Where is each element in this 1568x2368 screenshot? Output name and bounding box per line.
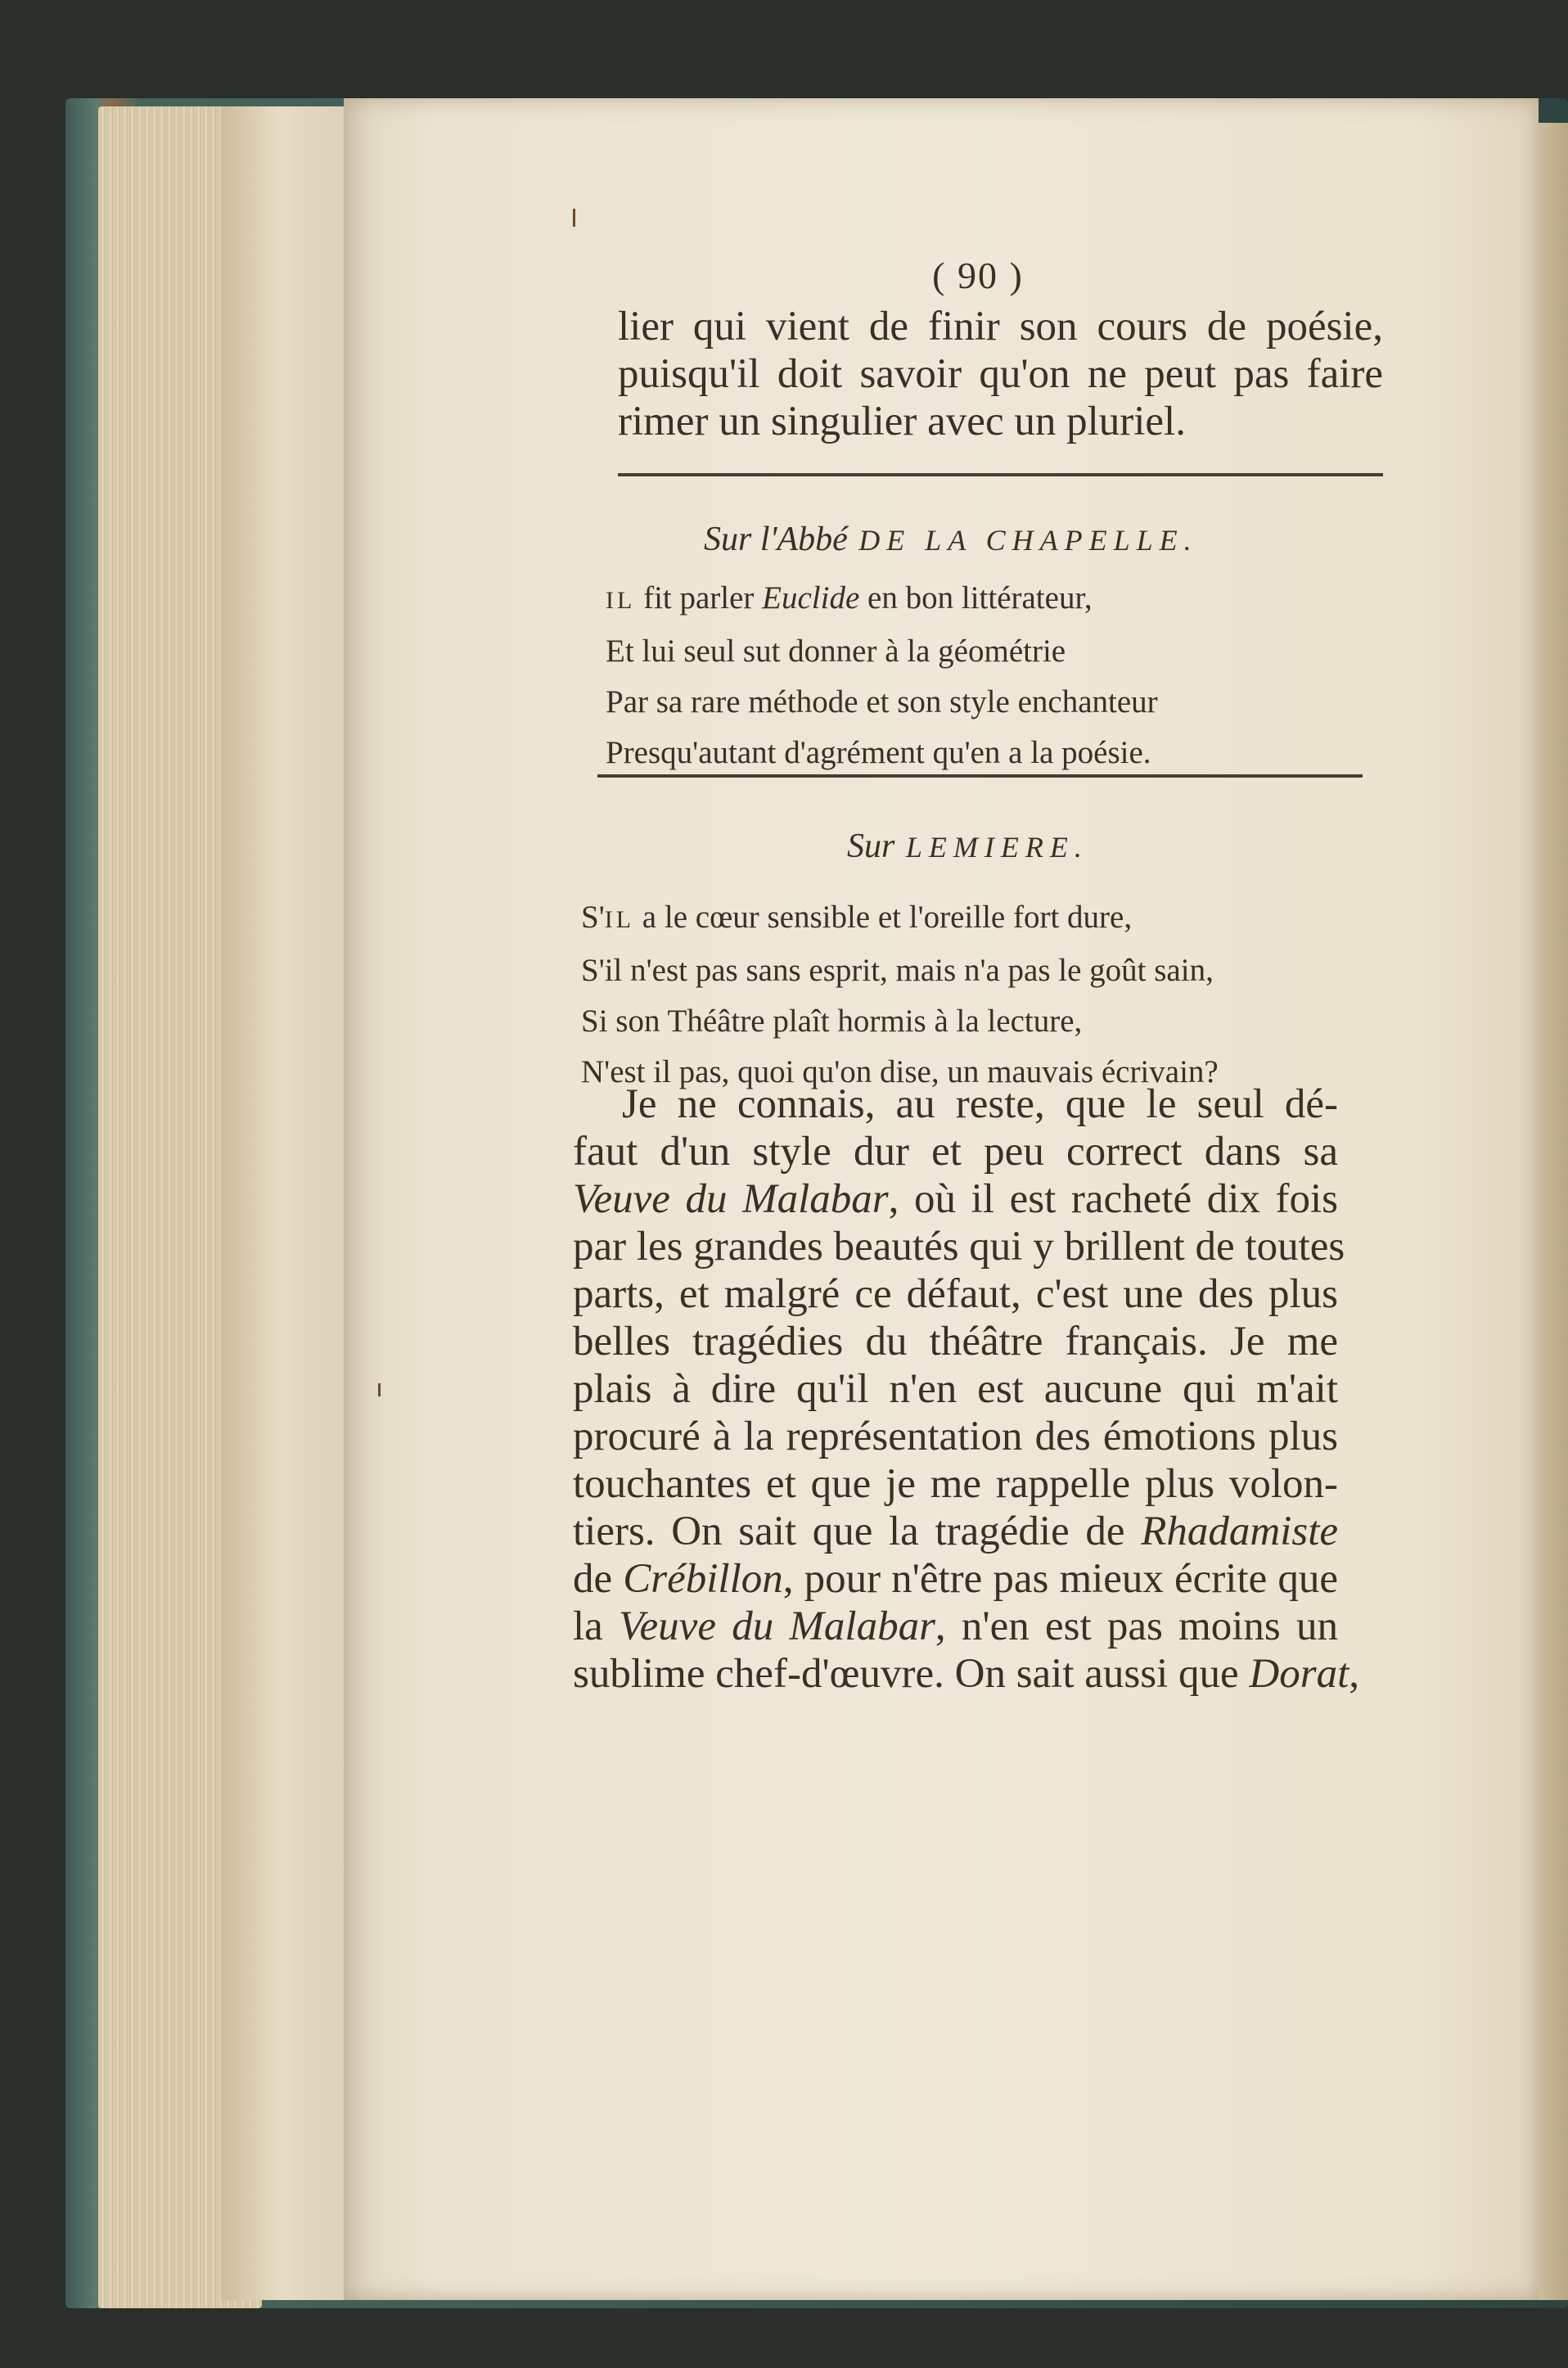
verse-line: N'est il pas, quoi qu'on dise, un mauvais écrivain? <box>581 1054 1219 1089</box>
text-line: belles tragédies du théâtre français. Je me <box>573 1319 1338 1364</box>
text-line: puisqu'il doit savoir qu'on ne peut pas faire <box>618 351 1383 397</box>
verse-text: S' <box>581 900 605 935</box>
text-line: parts, et malgré ce défaut, c'est une des plus <box>573 1271 1338 1317</box>
verse-initial: IL <box>606 587 636 614</box>
verse-line: S'il n'est pas sans esprit, mais n'a pas le goût sain, <box>581 953 1214 988</box>
heading-name: DE LA CHAPELLE. <box>858 524 1198 557</box>
ink-mark <box>378 1383 381 1396</box>
verse-line <box>606 573 1158 626</box>
verse-line: Presqu'autant d'agrément qu'en a la poésie. <box>606 735 1151 770</box>
page-number: ( 90 ) <box>932 255 1024 296</box>
section-divider <box>597 774 1363 778</box>
text-line: la Veuve du Malabar, n'en est pas moins un <box>573 1603 1338 1649</box>
text-line: touchantes et que je me rappelle plus volon- <box>573 1461 1338 1507</box>
text-line: Veuve du Malabar, où il est racheté dix fois <box>573 1176 1338 1222</box>
text-line: lier qui vient de finir son cours de poésie, <box>618 304 1383 350</box>
text-line: plais à dire qu'il n'en est aucune qui m'ait <box>573 1366 1338 1412</box>
heading-prefix: Sur <box>847 828 895 865</box>
verse-block <box>581 892 1219 1098</box>
verse-line: Par sa rare méthode et son style enchanteur <box>606 684 1158 719</box>
ink-mark <box>573 209 575 227</box>
verse-text: fit parler <box>635 580 763 616</box>
text-line: tiers. On sait que la tragédie de Rhadamiste <box>573 1509 1338 1554</box>
text-line: sublime chef-d'œuvre. On sait aussi que Dorat, <box>573 1651 1360 1697</box>
text-line: faut d'un style dur et peu correct dans sa <box>573 1129 1338 1175</box>
section-heading <box>704 520 1198 559</box>
section-heading <box>847 827 1088 866</box>
verse-text: a le cœur sensible et l'oreille fort dure, <box>634 900 1133 935</box>
verse-initial: IL <box>604 906 635 933</box>
verse-line: Si son Théâtre plaît hormis à la lecture, <box>581 1004 1083 1039</box>
text-line: par les grandes beautés qui y brillent de toutes <box>573 1224 1345 1270</box>
section-divider <box>618 473 1383 476</box>
body-paragraph <box>573 1080 1360 1698</box>
intro-paragraph <box>618 303 1383 445</box>
heading-name: LEMIERE. <box>905 831 1088 864</box>
right-page-edge <box>1539 123 1568 2300</box>
verse-block <box>606 573 1158 778</box>
gutter-fold <box>221 106 352 2300</box>
text-line: Je ne connais, au reste, que le seul dé- <box>622 1081 1338 1127</box>
heading-prefix: Sur l'Abbé <box>704 521 848 558</box>
text-line: rimer un singulier avec un pluriel. <box>618 399 1186 444</box>
verse-text: en bon littérateur, <box>859 580 1093 616</box>
verse-line: Et lui seul sut donner à la géométrie <box>606 634 1066 669</box>
text-line: procuré à la représentation des émotions plus <box>573 1414 1338 1459</box>
verse-italic: Euclide <box>762 580 860 616</box>
verse-line <box>581 892 1219 945</box>
text-line: de Crébillon, pour n'être pas mieux écrite que <box>573 1556 1338 1602</box>
